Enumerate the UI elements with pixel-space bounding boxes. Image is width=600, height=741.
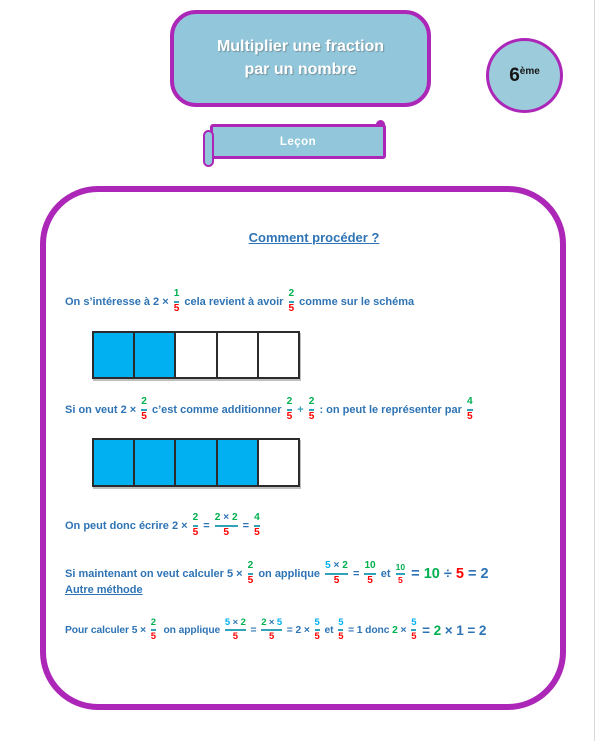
formula-text: 10 [395, 562, 406, 572]
formula-text: 5 [325, 560, 331, 572]
formula-text: 5 [247, 575, 254, 586]
bar-cell-empty [174, 331, 217, 379]
lesson-label-box [210, 124, 386, 159]
formula-line-5 [65, 612, 486, 648]
fraction [215, 513, 238, 538]
formula-text: 2 [240, 617, 246, 629]
fraction [325, 561, 348, 586]
bar-cell-filled [133, 438, 176, 487]
fraction [141, 397, 147, 422]
formula-text: 5 [308, 411, 315, 422]
bar-cell-filled [92, 331, 135, 379]
formula-text: × [397, 624, 410, 636]
bar-cell-empty [216, 331, 259, 379]
formula-text: 5 [141, 411, 147, 422]
formula-text: 5 [192, 527, 199, 538]
formula-text: 5 [338, 617, 344, 629]
formula-text: = [200, 520, 213, 532]
fraction-bar-diagram-1 [92, 331, 300, 379]
lesson-content-box [40, 186, 566, 710]
formula-text: = [418, 622, 434, 638]
bar-cell-empty [257, 438, 300, 487]
formula-text: 2 [247, 560, 254, 572]
formula-text: = 2 × [284, 624, 313, 636]
formula-text: 5 [173, 303, 180, 314]
fraction-bar-diagram-2 [92, 438, 300, 487]
fraction [225, 618, 246, 642]
formula-line-2 [65, 392, 475, 428]
formula-text: = [407, 566, 424, 582]
formula-line-3 [65, 508, 262, 544]
formula-text: × [220, 512, 232, 524]
formula-text: 10 [364, 560, 376, 572]
formula-text: 2 [231, 512, 238, 524]
formula-text: ÷ [439, 566, 456, 582]
fraction [338, 618, 343, 642]
formula-text: On peut donc écrire 2 × [65, 520, 191, 532]
formula-text: 5 [397, 575, 403, 585]
formula-text: On s’intéresse à 2 × [65, 296, 172, 308]
grade-suffix: ème [519, 66, 540, 77]
bar-cell-filled [174, 438, 217, 487]
formula-text: = [239, 520, 253, 532]
title-line2: par un nombre [244, 61, 357, 78]
formula-text: Pour calculer 5 × [65, 624, 149, 636]
formula-text: 2 [288, 288, 295, 300]
formula-text: on applique [157, 624, 223, 636]
lesson-banner [203, 120, 386, 168]
formula-text: 5 [466, 411, 473, 422]
formula-text: 4 [254, 512, 260, 524]
formula-text: × 1 = 2 [441, 622, 487, 638]
bar-cell-empty [257, 331, 300, 379]
fraction [309, 397, 315, 422]
formula-text: 5 [269, 631, 275, 642]
formula-line-1 [65, 284, 414, 320]
fraction [315, 618, 320, 642]
formula-text: 5 [333, 575, 340, 586]
formula-text: 5 [286, 411, 293, 422]
formula-text: 2 [261, 617, 267, 629]
formula-text: 2 [342, 560, 348, 572]
formula-text: = 1 donc [345, 624, 393, 636]
formula-text: + [294, 404, 307, 416]
formula-text: et [377, 568, 394, 580]
formula-text: 2 [214, 512, 221, 524]
formula-text: 2 [286, 396, 293, 408]
fraction [254, 513, 260, 538]
grade-number: 6 [509, 64, 520, 86]
formula-text: 5 [276, 617, 283, 629]
formula-text: 5 [314, 617, 320, 629]
formula-text: 5 [314, 631, 320, 642]
alt-method-heading: Autre méthode [65, 584, 143, 596]
fraction [467, 397, 473, 422]
page-edge-line [594, 0, 595, 741]
formula-text: 5 [367, 575, 373, 586]
formula-text: 5 [411, 631, 417, 642]
fraction [151, 618, 156, 642]
formula-text: = [349, 568, 363, 580]
formula-text: 5 [338, 631, 344, 642]
formula-text: 2 [192, 512, 199, 524]
formula-text: 2 [150, 617, 156, 629]
formula-text: 5 [232, 631, 238, 642]
formula-text: 5 [254, 527, 260, 538]
formula-text: 1 [173, 288, 180, 300]
formula-text: 2 [308, 396, 315, 408]
formula-text: × [330, 560, 343, 572]
fraction [364, 561, 375, 586]
fraction [174, 289, 180, 314]
fraction [287, 397, 293, 422]
formula-text: × [266, 617, 277, 629]
scroll-roll-icon [203, 130, 214, 167]
formula-text: Si on veut 2 × [65, 404, 140, 416]
title-line1: Multiplier une fraction [216, 38, 385, 55]
grade-badge [486, 38, 563, 113]
fraction [396, 563, 406, 585]
formula-text: on applique [255, 568, 324, 580]
formula-text: 2 [141, 396, 147, 408]
formula-text: 4 [466, 396, 473, 408]
formula-text: comme sur le schéma [296, 296, 415, 308]
fraction [411, 618, 416, 642]
fraction [193, 513, 199, 538]
formula-text: × [230, 617, 241, 629]
formula-text: 2 [433, 622, 442, 638]
formula-text: 10 [423, 566, 440, 582]
formula-text: 2 [392, 624, 398, 636]
formula-text: 5 [224, 617, 231, 629]
formula-text: 5 [411, 617, 417, 629]
formula-text: et [321, 624, 337, 636]
formula-text: cela revient à avoir [181, 296, 287, 308]
fraction [248, 561, 254, 586]
section-heading: Comment procéder ? [248, 230, 380, 245]
formula-text: = [247, 624, 260, 636]
formula-text: 5 [288, 303, 295, 314]
fraction [289, 289, 295, 314]
formula-text: 5 [150, 631, 156, 642]
formula-text: Si maintenant on veut calculer 5 × [65, 568, 246, 580]
formula-text: c’est comme additionner [148, 404, 285, 416]
title-box [170, 10, 431, 107]
lesson-label: Leçon [279, 135, 317, 148]
bar-cell-filled [216, 438, 259, 487]
formula-text: : on peut le représenter par [316, 404, 465, 416]
formula-text: 5 [223, 527, 229, 538]
formula-text: 5 [455, 566, 464, 582]
fraction [261, 618, 282, 642]
bar-cell-filled [133, 331, 176, 379]
bar-cell-filled [92, 438, 135, 487]
formula-text: = 2 [463, 566, 489, 582]
